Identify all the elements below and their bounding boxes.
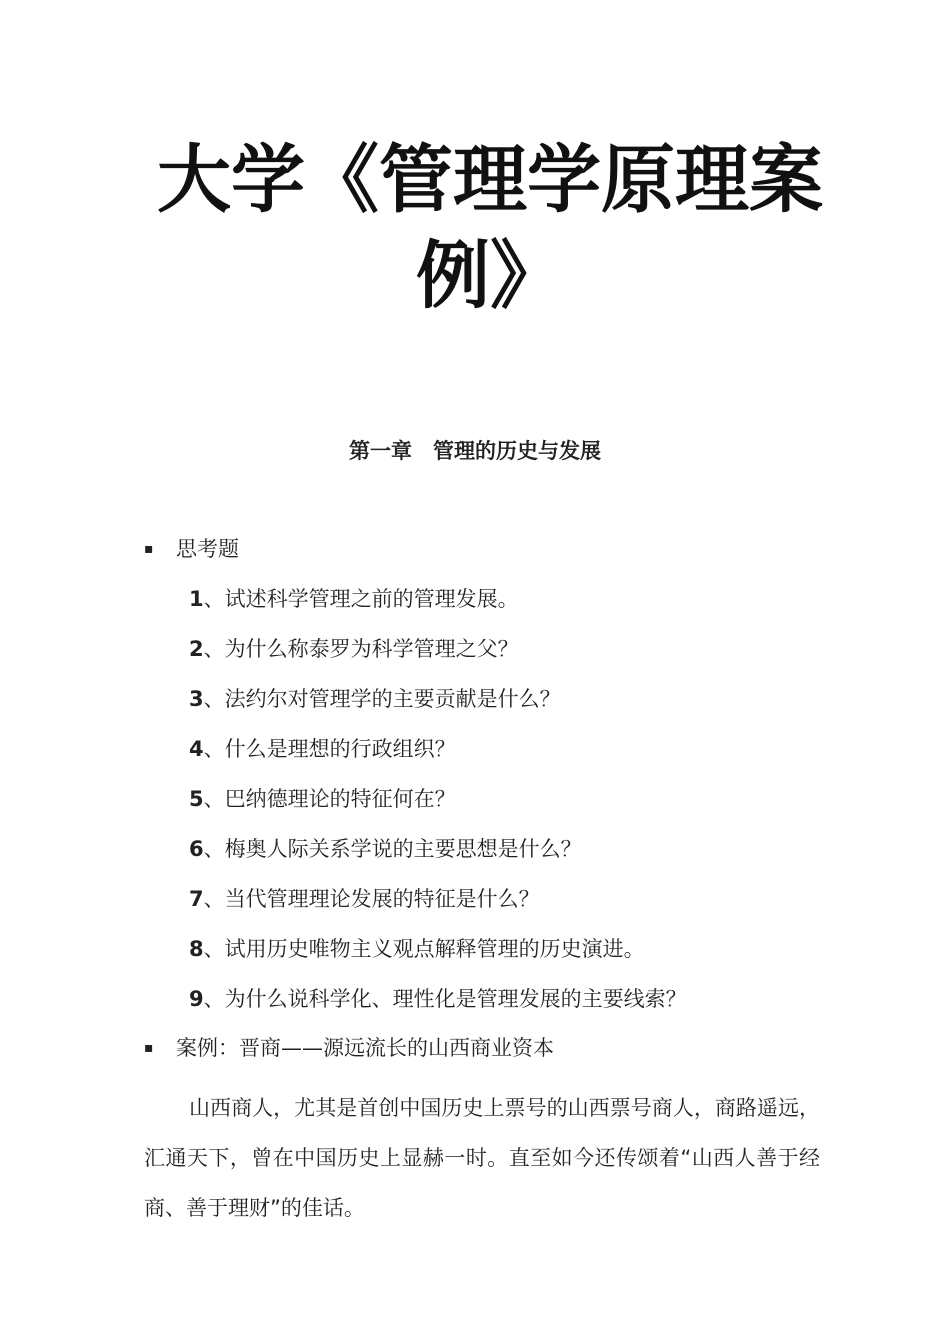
question-item: [189, 884, 687, 934]
question-item: [189, 584, 687, 634]
question-item: [189, 684, 687, 734]
question-text: 、试述科学管理之前的管理发展。: [203, 587, 519, 611]
question-item: [189, 984, 687, 1034]
question-text: 、巴纳德理论的特征何在？: [203, 787, 456, 811]
question-text: 、什么是理想的行政组织？: [203, 737, 456, 761]
case-heading: [144, 1033, 554, 1063]
question-text: 、试用历史唯物主义观点解释管理的历史演进。: [203, 937, 645, 961]
question-number: 7: [189, 887, 204, 911]
question-list: [189, 584, 687, 1034]
question-item: [189, 784, 687, 834]
question-number: 3: [189, 687, 204, 711]
question-text: 、法约尔对管理学的主要贡献是什么？: [203, 687, 561, 711]
questions-heading: [144, 534, 239, 564]
question-number: 2: [189, 637, 204, 661]
case-paragraph: 山西商人，尤其是首创中国历史上票号的山西票号商人，商路遥远，汇通天下，曾在中国历史上显赫一时。直至如今还传颂着“山西人善于经商、善于理财”的佳话。: [144, 1096, 820, 1220]
question-item: [189, 834, 687, 884]
question-item: [189, 634, 687, 684]
case-label: 案例：晋商——源远流长的山西商业资本: [176, 1036, 554, 1060]
question-item: [189, 934, 687, 984]
question-number: 1: [189, 587, 204, 611]
bullet-icon: ▪: [144, 1040, 154, 1056]
question-number: 6: [189, 837, 204, 861]
question-item: [189, 734, 687, 784]
questions-label: 思考题: [176, 537, 239, 561]
question-number: 5: [189, 787, 204, 811]
question-number: 8: [189, 937, 204, 961]
document-title: 大学《管理学原理案例》: [157, 137, 823, 319]
question-text: 、梅奥人际关系学说的主要思想是什么？: [203, 837, 582, 861]
chapter-title: 第一章 管理的历史与发展: [349, 439, 601, 463]
question-number: 9: [189, 987, 204, 1011]
question-number: 4: [189, 737, 204, 761]
question-text: 、为什么称泰罗为科学管理之父？: [203, 637, 519, 661]
bullet-icon: ▪: [144, 541, 154, 557]
question-text: 、为什么说科学化、理性化是管理发展的主要线索？: [203, 987, 687, 1011]
question-text: 、当代管理理论发展的特征是什么？: [203, 887, 540, 911]
